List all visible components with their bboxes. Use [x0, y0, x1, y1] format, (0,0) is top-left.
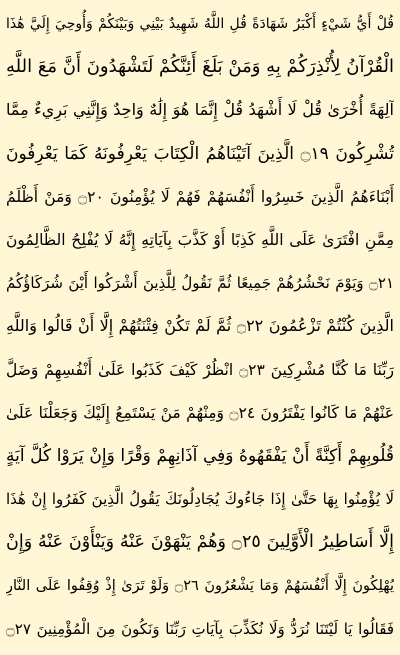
verse-line-12: لَا يُؤْمِنُوا بِهَا حَتَّىٰ إِذَا جَاءُوكَ يُجَادِلُونَكَ يَقُولُ الَّذِينَ كَفَرُوا إِنْ هَٰذَا — [6, 490, 394, 509]
verse-line-11: قُلُوبِهِمْ أَكِنَّةً أَنْ يَفْقَهُوهُ وَفِي آذَانِهِمْ وَقْرًا وَإِنْ يَرَوْا كُلَّ آيَةٍ — [6, 446, 394, 467]
verse-line-8: الَّذِينَ كُنْتُمْ تَزْعُمُونَ ۝٢٢ ثُمَّ لَمْ تَكُنْ فِتْنَتُهُمْ إِلَّا أَنْ قَالُوا وَاللَّهِ — [6, 316, 394, 336]
verse-line-4: تُشْرِكُونَ ۝١٩ الَّذِينَ آتَيْنَاهُمُ الْكِتَابَ يَعْرِفُونَهُ كَمَا يَعْرِفُونَ — [6, 143, 394, 164]
verse-line-13: إِلَّا أَسَاطِيرُ الْأَوَّلِينَ ۝٢٥ وَهُمْ يَنْهَوْنَ عَنْهُ وَيَنْأَوْنَ عَنْهُ وَإِنْ — [6, 532, 394, 553]
verse-line-7: ۝٢١ وَيَوْمَ نَحْشُرُهُمْ جَمِيعًا ثُمَّ نَقُولُ لِلَّذِينَ أَشْرَكُوا أَيْنَ شُرَكَاؤُكُمُ — [6, 274, 394, 293]
verse-line-14: يُهْلِكُونَ إِلَّا أَنْفُسَهُمْ وَمَا يَشْعُرُونَ ۝٢٦ وَلَوْ تَرَىٰ إِذْ وُقِفُوا عَلَى النَّارِ — [6, 577, 394, 594]
verse-line-5: أَبْنَاءَهُمُ الَّذِينَ خَسِرُوا أَنْفُسَهُمْ فَهُمْ لَا يُؤْمِنُونَ ۝٢٠ وَمَنْ أَظْلَمُ — [6, 187, 394, 206]
verse-lines — [6, 4, 394, 649]
verse-line-10: عَنْهُمْ مَا كَانُوا يَفْتَرُونَ ۝٢٤ وَمِنْهُمْ مَنْ يَسْتَمِعُ إِلَيْكَ وَجَعَلْنَا عَلَىٰ — [6, 403, 394, 422]
verse-line-9: رَبِّنَا مَا كُنَّا مُشْرِكِينَ ۝٢٣ انْظُرْ كَيْفَ كَذَبُوا عَلَىٰ أَنْفُسِهِمْ وَضَلَّ — [6, 360, 394, 379]
verse-line-15: فَقَالُوا يَا لَيْتَنَا نُرَدُّ وَلَا نُكَذِّبَ بِآيَاتِ رَبِّنَا وَنَكُونَ مِنَ الْمُؤْمِنِينَ ۝٢٧ — [6, 619, 394, 638]
verse-line-2: الْقُرْآنُ لِأُنْذِرَكُمْ بِهِ وَمَنْ بَلَغَ أَئِنَّكُمْ لَتَشْهَدُونَ أَنَّ مَعَ اللَّهِ — [6, 56, 394, 78]
verse-line-1: قُلْ أَيُّ شَيْءٍ أَكْبَرُ شَهَادَةً قُلِ اللَّهُ شَهِيدٌ بَيْنِي وَبَيْنَكُمْ وَأُوحِيَ إِلَيَّ هَٰذَا — [6, 16, 394, 32]
verse-line-6: مِمَّنِ افْتَرَىٰ عَلَى اللَّهِ كَذِبًا أَوْ كَذَّبَ بِآيَاتِهِ إِنَّهُ لَا يُفْلِحُ الظَّالِمُونَ — [6, 231, 394, 250]
verse-line-3: آلِهَةً أُخْرَىٰ قُلْ لَا أَشْهَدُ قُلْ إِنَّمَا هُوَ إِلَٰهٌ وَاحِدٌ وَإِنَّنِي بَرِيءٌ مِمَّا — [6, 100, 394, 120]
